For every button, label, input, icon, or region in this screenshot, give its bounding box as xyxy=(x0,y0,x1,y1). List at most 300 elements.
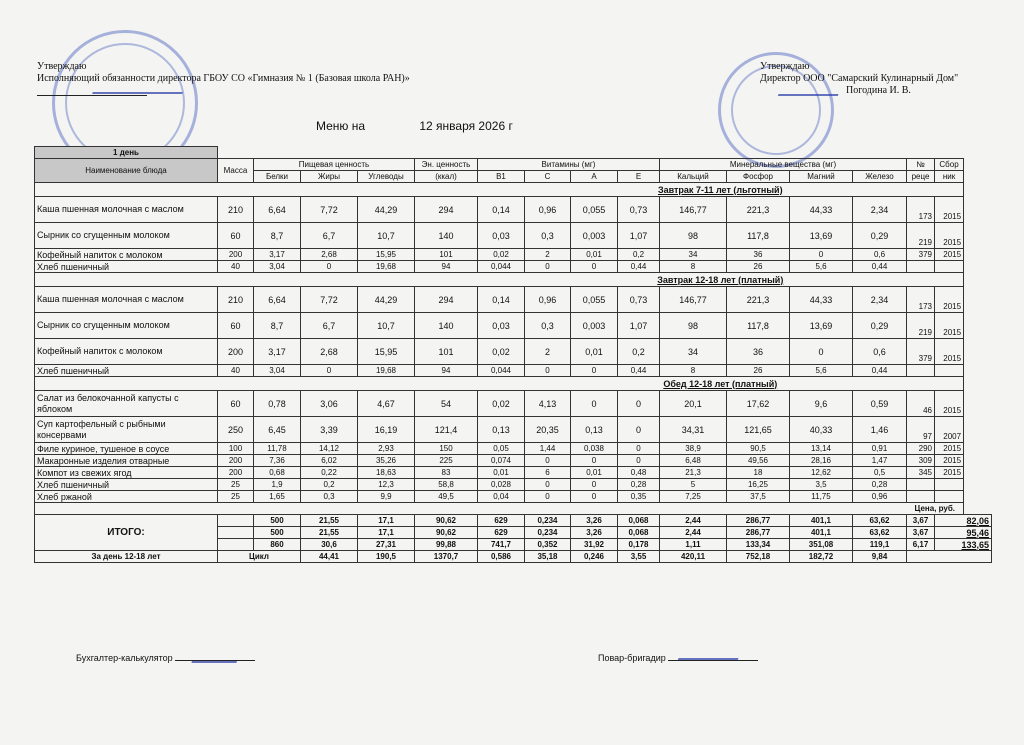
totals-value: 6,17 xyxy=(907,539,935,551)
nutrient-value: 58,8 xyxy=(415,479,478,491)
col-name-header: Наименование блюда xyxy=(35,159,218,183)
dish-mass: 60 xyxy=(218,313,254,339)
nutrient-value: 6,02 xyxy=(301,455,358,467)
nutrient-value: 8 xyxy=(660,365,727,377)
nutrient-value: 98 xyxy=(660,313,727,339)
nutrient-value: 13,14 xyxy=(790,443,853,455)
meal-price: 82,06 xyxy=(935,515,992,527)
totals-value: 21,55 xyxy=(301,527,358,539)
nutrient-value: 0 xyxy=(301,261,358,273)
nutrient-value: 8,7 xyxy=(254,223,301,249)
nutrient-value: 0,78 xyxy=(254,391,301,417)
totals-row xyxy=(35,515,992,527)
nutrient-value: 0,02 xyxy=(478,339,525,365)
nutrient-value: 0,074 xyxy=(478,455,525,467)
dish-mass: 25 xyxy=(218,491,254,503)
nutrient-value: 0,91 xyxy=(853,443,907,455)
nutrient-value: 0,044 xyxy=(478,365,525,377)
section-header-row xyxy=(35,273,992,287)
nutrient-value: 0,01 xyxy=(571,467,618,479)
nutrient-value: 34 xyxy=(660,249,727,261)
nutrient-value: 0 xyxy=(571,455,618,467)
nutrient-value: 1,07 xyxy=(618,223,660,249)
nutrient-value: 5,6 xyxy=(790,365,853,377)
recipe-number: 173 xyxy=(907,287,935,313)
totals-value: 30,6 xyxy=(301,539,358,551)
nutrient-value: 0,29 xyxy=(853,223,907,249)
nutrient-value: 0 xyxy=(618,443,660,455)
dish-mass: 200 xyxy=(218,339,254,365)
recipe-number xyxy=(907,261,935,273)
dish-mass: 210 xyxy=(218,287,254,313)
nutrient-value: 13,69 xyxy=(790,313,853,339)
nutrient-value: 12,3 xyxy=(358,479,415,491)
nutrient-value: 18,63 xyxy=(358,467,415,479)
nutrient-value: 294 xyxy=(415,197,478,223)
nutrient-value: 0 xyxy=(571,491,618,503)
nutrient-value: 0 xyxy=(525,479,571,491)
totals-meal-name xyxy=(218,539,254,551)
nutrient-value: 0,5 xyxy=(853,467,907,479)
nutrient-value: 0 xyxy=(525,491,571,503)
collection-year: 2015 xyxy=(935,287,964,313)
recipe-number: 46 xyxy=(907,391,935,417)
dish-row xyxy=(35,391,992,417)
collection-year: 2015 xyxy=(935,339,964,365)
recipe-number: 379 xyxy=(907,249,935,261)
nutrient-value: 0,028 xyxy=(478,479,525,491)
section-header-row xyxy=(35,183,992,197)
nutrient-value: 26 xyxy=(727,261,790,273)
day-total-value: 190,5 xyxy=(358,551,415,563)
nutrient-value: 19,68 xyxy=(358,261,415,273)
section-title: Обед 12-18 лет (платный) xyxy=(478,377,964,391)
day-total-value: 3,55 xyxy=(618,551,660,563)
nutrient-value: 0 xyxy=(525,365,571,377)
nutrient-value: 10,7 xyxy=(358,223,415,249)
chef-label: Повар-бригадир xyxy=(598,653,666,663)
nutrient-value: 37,5 xyxy=(727,491,790,503)
col-e: Е xyxy=(618,171,660,183)
totals-value: 119,1 xyxy=(853,539,907,551)
dish-name: Суп картофельный с рыбными консервами xyxy=(35,417,218,443)
recipe-number xyxy=(907,491,935,503)
totals-value: 500 xyxy=(254,515,301,527)
totals-value: 133,34 xyxy=(727,539,790,551)
nutrient-value: 83 xyxy=(415,467,478,479)
totals-meal-name xyxy=(218,527,254,539)
nutrient-value: 0,22 xyxy=(301,467,358,479)
nutrient-value: 94 xyxy=(415,261,478,273)
recipe-number: 379 xyxy=(907,339,935,365)
nutrient-value: 0,02 xyxy=(478,249,525,261)
nutrient-value: 0 xyxy=(571,365,618,377)
nutrient-value: 11,75 xyxy=(790,491,853,503)
nutrient-value: 6,64 xyxy=(254,197,301,223)
collection-year: 2015 xyxy=(935,223,964,249)
nutrient-value: 0,003 xyxy=(571,313,618,339)
nutrient-value: 3,17 xyxy=(254,339,301,365)
day-total-value: 752,18 xyxy=(727,551,790,563)
nutrient-value: 0,3 xyxy=(525,313,571,339)
nutrient-value: 18 xyxy=(727,467,790,479)
nutrient-value: 0 xyxy=(790,339,853,365)
nutrient-value: 146,77 xyxy=(660,287,727,313)
dish-mass: 25 xyxy=(218,479,254,491)
col-carb: Углеводы xyxy=(358,171,415,183)
nutrient-value: 90,5 xyxy=(727,443,790,455)
dish-name: Компот из свежих ягод xyxy=(35,467,218,479)
recipe-number: 219 xyxy=(907,223,935,249)
nutrient-value: 146,77 xyxy=(660,197,727,223)
nutrient-value: 294 xyxy=(415,287,478,313)
nutrient-value: 0,3 xyxy=(525,223,571,249)
nutrient-value: 11,78 xyxy=(254,443,301,455)
dish-mass: 200 xyxy=(218,249,254,261)
nutrient-value: 6,7 xyxy=(301,313,358,339)
nutrient-value: 16,25 xyxy=(727,479,790,491)
totals-value: 0,068 xyxy=(618,527,660,539)
col-fe: Железо xyxy=(853,171,907,183)
totals-value: 286,77 xyxy=(727,527,790,539)
nutrient-value: 7,72 xyxy=(301,197,358,223)
nutrient-value: 15,95 xyxy=(358,339,415,365)
col-p: Фосфор xyxy=(727,171,790,183)
totals-value: 0,234 xyxy=(525,515,571,527)
accountant-label: Бухгалтер-калькулятор xyxy=(76,653,173,663)
nutrient-value: 54 xyxy=(415,391,478,417)
nutrient-value: 49,56 xyxy=(727,455,790,467)
nutrient-value: 0,28 xyxy=(618,479,660,491)
dish-name: Макаронные изделия отварные xyxy=(35,455,218,467)
dish-mass: 60 xyxy=(218,391,254,417)
nutrient-value: 0 xyxy=(571,261,618,273)
nutrient-value: 0,04 xyxy=(478,491,525,503)
nutrient-value: 1,07 xyxy=(618,313,660,339)
totals-value: 99,88 xyxy=(415,539,478,551)
col-a: А xyxy=(571,171,618,183)
nutrient-value: 2 xyxy=(525,249,571,261)
nutrient-value: 0 xyxy=(618,391,660,417)
totals-value: 3,67 xyxy=(907,527,935,539)
totals-value: 0,068 xyxy=(618,515,660,527)
nutrient-value: 6 xyxy=(525,467,571,479)
nutrient-value: 13,69 xyxy=(790,223,853,249)
nutrient-value: 6,7 xyxy=(301,223,358,249)
nutrient-value: 36 xyxy=(727,249,790,261)
totals-value: 31,92 xyxy=(571,539,618,551)
dish-row xyxy=(35,491,992,503)
nutrient-value: 49,5 xyxy=(415,491,478,503)
nutrient-value: 0,59 xyxy=(853,391,907,417)
dish-mass: 40 xyxy=(218,261,254,273)
totals-value: 27,31 xyxy=(358,539,415,551)
collection-year: 2015 xyxy=(935,197,964,223)
nutrient-value: 17,62 xyxy=(727,391,790,417)
nutrient-value: 44,29 xyxy=(358,287,415,313)
nutrient-value: 1,9 xyxy=(254,479,301,491)
nutrient-value: 14,12 xyxy=(301,443,358,455)
nutrient-value: 1,65 xyxy=(254,491,301,503)
day-total-value: 0,246 xyxy=(571,551,618,563)
recipe-number: 219 xyxy=(907,313,935,339)
recipe-number: 97 xyxy=(907,417,935,443)
dish-row xyxy=(35,287,992,313)
totals-label: ИТОГО: xyxy=(35,515,218,551)
nutrient-value: 0,02 xyxy=(478,391,525,417)
nutrient-value: 5 xyxy=(660,479,727,491)
nutrient-value: 0,2 xyxy=(618,339,660,365)
day-total-row xyxy=(35,551,992,563)
nutrient-value: 3,04 xyxy=(254,261,301,273)
recipe-number: 345 xyxy=(907,467,935,479)
col-fat: Жиры xyxy=(301,171,358,183)
col-mg: Магний xyxy=(790,171,853,183)
nutrient-value: 0 xyxy=(571,479,618,491)
nutrient-value: 0,044 xyxy=(478,261,525,273)
nutrient-value: 0,2 xyxy=(301,479,358,491)
nutrient-value: 7,36 xyxy=(254,455,301,467)
nutrient-value: 3,06 xyxy=(301,391,358,417)
nutrient-value: 38,9 xyxy=(660,443,727,455)
col-vitamins-header: Витамины (мг) xyxy=(478,159,660,171)
nutrient-value: 20,1 xyxy=(660,391,727,417)
col-mass-header: Масса xyxy=(218,159,254,183)
nutrient-value: 0,68 xyxy=(254,467,301,479)
nutrient-value: 20,35 xyxy=(525,417,571,443)
dish-mass: 60 xyxy=(218,223,254,249)
nutrient-value: 0,48 xyxy=(618,467,660,479)
nutrient-value: 0 xyxy=(790,249,853,261)
nutrient-value: 140 xyxy=(415,313,478,339)
collection-year xyxy=(935,479,964,491)
nutrient-value: 44,33 xyxy=(790,287,853,313)
nutrient-value: 44,29 xyxy=(358,197,415,223)
dish-name: Каша пшенная молочная с маслом xyxy=(35,287,218,313)
nutrient-value: 4,67 xyxy=(358,391,415,417)
nutrient-value: 3,04 xyxy=(254,365,301,377)
approval-right-heading: Утверждаю xyxy=(760,61,810,72)
dish-name: Хлеб пшеничный xyxy=(35,479,218,491)
dish-name: Сырник со сгущенным молоком xyxy=(35,223,218,249)
section-title: Завтрак 7-11 лет (льготный) xyxy=(478,183,964,197)
price-header-row xyxy=(35,503,992,515)
totals-value: 63,62 xyxy=(853,527,907,539)
nutrient-value: 0 xyxy=(618,455,660,467)
nutrient-value: 6,45 xyxy=(254,417,301,443)
menu-table xyxy=(34,146,992,563)
signature-line xyxy=(37,85,147,96)
menu-title xyxy=(316,119,513,133)
menu-date: 12 января 2026 г xyxy=(419,119,513,133)
dish-name: Салат из белокочанной капусты с яблоком xyxy=(35,391,218,417)
totals-meal-name xyxy=(218,515,254,527)
dish-row xyxy=(35,467,992,479)
meal-price: 133,65 xyxy=(935,539,992,551)
approval-right-name: Погодина И. В. xyxy=(846,85,911,96)
dish-row xyxy=(35,365,992,377)
nutrient-value: 0,038 xyxy=(571,443,618,455)
approval-left-heading: Утверждаю xyxy=(37,61,87,72)
totals-value: 3,26 xyxy=(571,527,618,539)
dish-mass: 200 xyxy=(218,455,254,467)
nutrient-value: 117,8 xyxy=(727,223,790,249)
col-energy-header: Эн. ценность xyxy=(415,159,478,171)
nutrient-value: 3,5 xyxy=(790,479,853,491)
dish-name: Кофейный напиток с молоком xyxy=(35,249,218,261)
nutrient-value: 9,6 xyxy=(790,391,853,417)
col-recipe: реце xyxy=(907,171,935,183)
totals-value: 21,55 xyxy=(301,515,358,527)
approval-left xyxy=(37,61,410,100)
dish-mass: 40 xyxy=(218,365,254,377)
nutrient-value: 1,46 xyxy=(853,417,907,443)
nutrient-value: 140 xyxy=(415,223,478,249)
nutrient-value: 0,01 xyxy=(571,339,618,365)
nutrient-value: 6,48 xyxy=(660,455,727,467)
collection-year: 2007 xyxy=(935,417,964,443)
nutrient-value: 2,34 xyxy=(853,197,907,223)
recipe-number xyxy=(907,479,935,491)
totals-value: 401,1 xyxy=(790,515,853,527)
nutrient-value: 0 xyxy=(525,455,571,467)
nutrient-value: 10,7 xyxy=(358,313,415,339)
nutrient-value: 12,62 xyxy=(790,467,853,479)
nutrient-value: 0,73 xyxy=(618,287,660,313)
dish-name: Хлеб ржаной xyxy=(35,491,218,503)
dish-row xyxy=(35,417,992,443)
nutrient-value: 94 xyxy=(415,365,478,377)
dish-row xyxy=(35,443,992,455)
menu-title-label: Меню на xyxy=(316,119,366,133)
nutrient-value: 28,16 xyxy=(790,455,853,467)
nutrient-value: 8,7 xyxy=(254,313,301,339)
totals-value: 63,62 xyxy=(853,515,907,527)
collection-year: 2015 xyxy=(935,467,964,479)
collection-year: 2015 xyxy=(935,313,964,339)
day-total-value: 44,41 xyxy=(301,551,358,563)
nutrient-value: 121,4 xyxy=(415,417,478,443)
nutrient-value: 9,9 xyxy=(358,491,415,503)
approval-right-position: Директор ООО "Самарский Кулинарный Дом" xyxy=(760,73,959,84)
nutrient-value: 26 xyxy=(727,365,790,377)
section-header-row xyxy=(35,377,992,391)
totals-value: 17,1 xyxy=(358,527,415,539)
col-b1: В1 xyxy=(478,171,525,183)
dish-row xyxy=(35,339,992,365)
nutrient-value: 0,73 xyxy=(618,197,660,223)
nutrient-value: 0,44 xyxy=(853,261,907,273)
nutrient-value: 0,44 xyxy=(853,365,907,377)
totals-value: 401,1 xyxy=(790,527,853,539)
nutrient-value: 3,39 xyxy=(301,417,358,443)
header-row-2 xyxy=(35,159,992,171)
totals-value: 860 xyxy=(254,539,301,551)
nutrient-value: 19,68 xyxy=(358,365,415,377)
nutrient-value: 101 xyxy=(415,339,478,365)
nutrient-value: 4,13 xyxy=(525,391,571,417)
price-header: Цена, руб. xyxy=(907,503,964,515)
dish-name: Кофейный напиток с молоком xyxy=(35,339,218,365)
nutrient-value: 5,6 xyxy=(790,261,853,273)
nutrient-value: 101 xyxy=(415,249,478,261)
dish-row xyxy=(35,223,992,249)
nutrient-value: 0,2 xyxy=(618,249,660,261)
totals-value: 2,44 xyxy=(660,515,727,527)
totals-value: 90,62 xyxy=(415,515,478,527)
nutrient-value: 221,3 xyxy=(727,197,790,223)
day-total-label: За день 12-18 лет xyxy=(35,551,218,563)
chef-signature xyxy=(678,648,742,660)
day-total-value: 35,18 xyxy=(525,551,571,563)
nutrient-value: 7,25 xyxy=(660,491,727,503)
nutrient-value: 0,055 xyxy=(571,197,618,223)
col-kcal: (ккал) xyxy=(415,171,478,183)
nutrient-value: 36 xyxy=(727,339,790,365)
dish-row xyxy=(35,455,992,467)
col-food-header: Пищевая ценность xyxy=(254,159,415,171)
nutrient-value: 0,28 xyxy=(853,479,907,491)
nutrient-value: 35,26 xyxy=(358,455,415,467)
nutrient-value: 0,01 xyxy=(478,467,525,479)
nutrient-value: 0,44 xyxy=(618,365,660,377)
collection-year: 2015 xyxy=(935,249,964,261)
nutrient-value: 2,68 xyxy=(301,339,358,365)
nutrient-value: 0,05 xyxy=(478,443,525,455)
approval-right xyxy=(760,61,958,97)
dish-row xyxy=(35,313,992,339)
accountant-signature xyxy=(191,643,243,663)
nutrient-value: 2 xyxy=(525,339,571,365)
nutrient-value: 0,13 xyxy=(478,417,525,443)
dish-mass: 210 xyxy=(218,197,254,223)
collection-year xyxy=(935,491,964,503)
totals-value: 351,08 xyxy=(790,539,853,551)
nutrient-value: 225 xyxy=(415,455,478,467)
dish-name: Сырник со сгущенным молоком xyxy=(35,313,218,339)
day-total-value: 0,586 xyxy=(478,551,525,563)
col-protein: Белки xyxy=(254,171,301,183)
nutrient-value: 44,33 xyxy=(790,197,853,223)
nutrient-value: 150 xyxy=(415,443,478,455)
collection-year: 2015 xyxy=(935,455,964,467)
col-minerals-header: Минеральные вещества (мг) xyxy=(660,159,907,171)
totals-value: 500 xyxy=(254,527,301,539)
nutrient-value: 0 xyxy=(571,391,618,417)
totals-value: 286,77 xyxy=(727,515,790,527)
nutrient-value: 6,64 xyxy=(254,287,301,313)
recipe-number xyxy=(907,365,935,377)
recipe-number: 309 xyxy=(907,455,935,467)
nutrient-value: 21,3 xyxy=(660,467,727,479)
col-c: С xyxy=(525,171,571,183)
collection-year xyxy=(935,261,964,273)
dish-mass: 100 xyxy=(218,443,254,455)
dish-name: Каша пшенная молочная с маслом xyxy=(35,197,218,223)
totals-value: 3,67 xyxy=(907,515,935,527)
nutrient-value: 0,003 xyxy=(571,223,618,249)
nutrient-value: 0 xyxy=(525,261,571,273)
dish-mass: 250 xyxy=(218,417,254,443)
day-total-value: 182,72 xyxy=(790,551,853,563)
nutrient-value: 0,6 xyxy=(853,339,907,365)
totals-value: 17,1 xyxy=(358,515,415,527)
nutrient-value: 0,055 xyxy=(571,287,618,313)
day-label: 1 день xyxy=(35,147,218,159)
day-total-cycle: Цикл xyxy=(218,551,301,563)
nutrient-value: 2,93 xyxy=(358,443,415,455)
nutrient-value: 117,8 xyxy=(727,313,790,339)
